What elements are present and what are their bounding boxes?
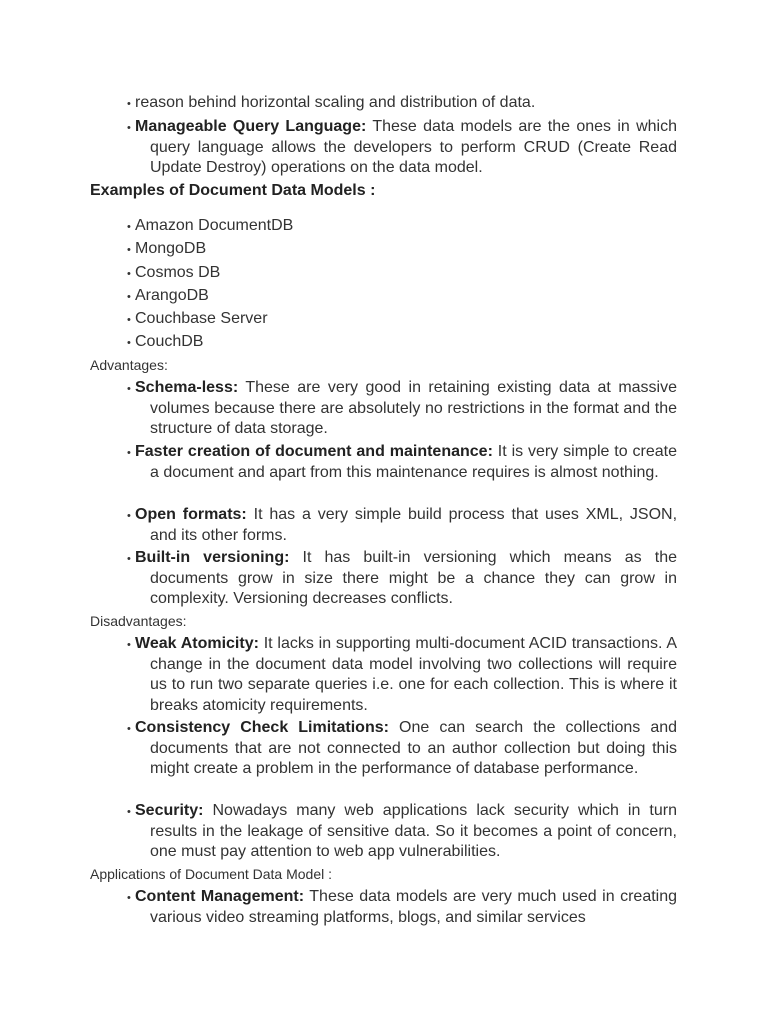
section-label-applications: Applications of Document Data Model : — [90, 866, 333, 882]
list-item-disadvantage — [127, 634, 677, 716]
list-item-text: Couchbase Server — [135, 310, 268, 327]
list-item-query-language — [127, 117, 677, 179]
list-item-advantage — [127, 505, 677, 546]
list-item-text: MongoDB — [135, 240, 207, 257]
list-item-text: reason behind horizontal scaling and distribution of data. — [135, 94, 536, 111]
list-item-example — [127, 263, 677, 284]
bullet-icon: • — [127, 553, 131, 565]
section-heading-examples: Examples of Document Data Models : — [90, 182, 376, 199]
bullet-icon: • — [127, 314, 131, 326]
list-item-disadvantage — [127, 801, 677, 863]
list-item-text: ArangoDB — [135, 287, 209, 304]
list-item-text: Amazon DocumentDB — [135, 217, 294, 234]
bullet-icon: • — [127, 98, 131, 110]
term-description: These data models are very much used in creating various video streaming platforms, blogs, and similar services — [150, 888, 678, 926]
list-item-application — [127, 887, 677, 928]
bullet-icon: • — [127, 268, 131, 280]
list-item-disadvantage — [127, 718, 677, 780]
list-item-example — [127, 286, 677, 307]
list-item-horizontal-scaling — [127, 93, 677, 114]
term-label: Faster creation of document and maintenance: — [135, 443, 493, 460]
bullet-icon: • — [127, 244, 131, 256]
term-description: It lacks in supporting multi-document ACID transactions. A change in the document data model involving two collections will require us to run two separate queries i.e. one for each collection. This is where it breaks atomicity requirements. — [150, 635, 677, 714]
list-item-text: Cosmos DB — [135, 264, 221, 281]
bullet-icon: • — [127, 291, 131, 303]
list-item-example — [127, 332, 677, 353]
term-description: One can search the collections and documents that are not connected to an author collection but doing this might create a problem in the performance of database performance. — [150, 719, 678, 777]
bullet-icon: • — [127, 510, 131, 522]
bullet-icon: • — [127, 122, 131, 134]
bullet-icon: • — [127, 447, 131, 459]
bullet-icon: • — [127, 221, 131, 233]
list-item-example — [127, 239, 677, 260]
list-item-example — [127, 216, 677, 237]
bullet-icon: • — [127, 383, 131, 395]
term-label: Weak Atomicity: — [135, 635, 259, 652]
term-description: Nowadays many web applications lack security which in turn results in the leakage of sensitive data. So it becomes a point of concern, one must pay attention to web app vulnerabilities. — [150, 802, 677, 860]
term-label: Schema-less: — [135, 379, 239, 396]
list-item-text: CouchDB — [135, 333, 204, 350]
term-description: It has built-in versioning which means as the documents grow in size there might be a chance they can grow in complexity. Versioning decreases conflicts. — [150, 549, 677, 607]
section-label-advantages: Advantages: — [90, 357, 168, 373]
term-label: Content Management: — [135, 888, 305, 905]
term-label: Manageable Query Language: — [135, 118, 367, 135]
term-label: Built-in versioning: — [135, 549, 290, 566]
term-label: Consistency Check Limitations: — [135, 719, 389, 736]
term-description: It has a very simple build process that uses XML, JSON, and its other forms. — [150, 506, 678, 544]
bullet-icon: • — [127, 806, 131, 818]
list-item-advantage — [127, 378, 677, 440]
bullet-icon: • — [127, 892, 131, 904]
section-label-disadvantages: Disadvantages: — [90, 613, 187, 629]
bullet-icon: • — [127, 723, 131, 735]
list-item-example — [127, 309, 677, 330]
bullet-icon: • — [127, 337, 131, 349]
bullet-icon: • — [127, 639, 131, 651]
term-description: It is very simple to create a document and apart from this maintenance requires is almost nothing. — [150, 443, 677, 481]
term-label: Open formats: — [135, 506, 247, 523]
term-description: These data models are the ones in which query language allows the developers to perform CRUD (Create Read Update Destroy) operations on the data model. — [150, 118, 677, 176]
term-label: Security: — [135, 802, 204, 819]
term-description: These are very good in retaining existing data at massive volumes because there are absolutely no restrictions in the format and the structure of data storage. — [150, 379, 677, 437]
list-item-advantage — [127, 442, 677, 483]
list-item-advantage — [127, 548, 677, 610]
